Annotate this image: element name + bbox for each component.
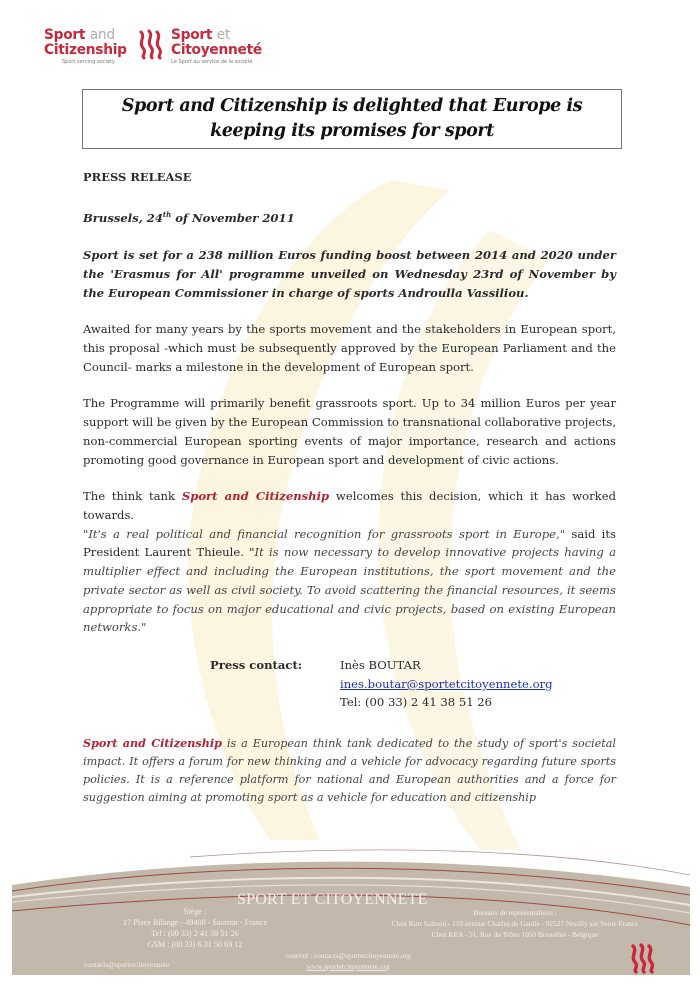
footer-hq-tel: Tel : (00 33) 2 41 38 51 26: [151, 929, 239, 938]
sss-swirl-icon: [137, 28, 165, 60]
logo-fr-word-citoyennete: Citoyenneté: [171, 41, 263, 58]
logo-en-word-sport: Sport: [44, 27, 86, 43]
paragraph-proposal: Awaited for many years by the sports movement and the stakeholders in European sport, this proposal -which must be subsequently approved by the European Parliament and the Council- marks a milestone in the development of European sport.: [83, 322, 616, 374]
about-text: is a European think tank dedicated to the study of sport's societal impact. It offers a forum for new thinking and a vehicle for advocacy regarding future sports policies. It is a reference platform for national and European authorities and a force for suggestion aiming at promoting sport as a vehicle for education and citizenship: [83, 737, 616, 805]
date-prefix: Brussels, 24: [83, 210, 163, 225]
footer-website-link[interactable]: www.sportetcitoyennete.org: [306, 962, 390, 971]
press-contact-label: Press contact:: [210, 657, 303, 672]
logo-fr-word-sport: Sport: [171, 27, 213, 43]
footer-office-1: Chez Kurt Salmon - 159 avenue Charles de Gaulle - 92527 Neuilly sur Seine France: [391, 919, 639, 928]
quote-attribution: said its President Laurent Thieule. ": [83, 526, 616, 560]
dateline: [83, 206, 616, 228]
press-release-body: [83, 168, 616, 807]
press-release-label: PRESS RELEASE: [83, 170, 192, 184]
footer-headquarters: [100, 906, 290, 950]
about-paragraph: [83, 734, 616, 807]
footer-offices-label: Bureaux de représentations :: [473, 908, 557, 917]
lead-paragraph: Sport is set for a 238 million Euros funding boost between 2014 and 2020 under the 'Erasmus for All' programme unveiled on Wednesday 23rd of November by the European Commissioner in charge of sports Androulla Vassiliou.: [83, 248, 616, 300]
logo-fr-tagline: Le Sport au service de la société: [171, 59, 253, 65]
logo-en-tagline: Sport serving society: [62, 59, 115, 65]
quote-part-2: It is now necessary to develop innovative projects having a multiplier effect and including the European institutions, the sport movement and the private sector as well as civil society. To avoid scattering the financial resources, it seems appropriate to focus on major educational and civic projects, based on existing European networks.": [83, 545, 616, 635]
footer-offices: [360, 907, 670, 940]
footer-sss-swirl-icon: [628, 942, 658, 974]
logo-en-word-and: and: [89, 27, 115, 43]
paragraph-think-tank: [83, 487, 616, 524]
footer-hq-address: 17 Place Bilange - 49400 - Saumur - France: [122, 918, 268, 927]
title-box: [82, 89, 622, 149]
press-contact-name: Inès BOUTAR: [340, 657, 421, 672]
logo-french: [171, 28, 267, 65]
think-tank-name: Sport and Citizenship: [181, 489, 330, 504]
paragraph-programme: The Programme will primarily benefit grassroots sport. Up to 34 million Euros per year support will be given by the European Commission to transnational collaborative projects, non-commercial European sporting events of major importance, research and actions promoting good governance in European sport and development of civic actions.: [83, 396, 616, 467]
logo-en-word-citizenship: Citizenship: [44, 41, 127, 58]
press-contact-email-link[interactable]: ines.boutar@sportetcitoyennete.org: [340, 676, 553, 691]
footer-hq-label: Siège :: [183, 907, 207, 916]
organization-logo: [44, 28, 267, 72]
think-tank-prefix: The think tank: [83, 489, 182, 504]
document-title: Sport and Citizenship is delighted that Europe is keeping its promises for sport: [121, 96, 583, 141]
footer-courriel: courriel : contacts@sportetcitoyennete.org: [285, 951, 411, 960]
press-contact-details: [340, 656, 553, 712]
quote-part-1: "It's a real political and financial recognition for grassroots sport in Europe,": [83, 526, 566, 541]
logo-english: [44, 28, 131, 65]
press-contact: [210, 656, 616, 712]
think-tank-suffix: welcomes this decision, which it has worked towards.: [83, 489, 616, 522]
about-org-name: Sport and Citizenship: [83, 736, 222, 751]
date-superscript: th: [162, 209, 172, 219]
footer-hq-gsm: GSM : (00 33) 6 31 50 69 12: [147, 940, 243, 949]
paragraph-quote: [83, 525, 616, 637]
press-contact-tel: Tel: (00 33) 2 41 38 51 26: [340, 695, 493, 710]
logo-fr-word-et: et: [216, 27, 231, 43]
footer-contact: [258, 950, 438, 972]
footer-email-left: contacts@sportetcitoyennete: [84, 960, 170, 969]
footer-office-2: Chez KEA - 51, Rue du Trône 1050 Bruxelles - Belgique: [431, 930, 599, 939]
date-suffix: of November 2011: [171, 210, 295, 225]
footer-title: SPORT ET CITOYENNETE: [237, 891, 428, 908]
